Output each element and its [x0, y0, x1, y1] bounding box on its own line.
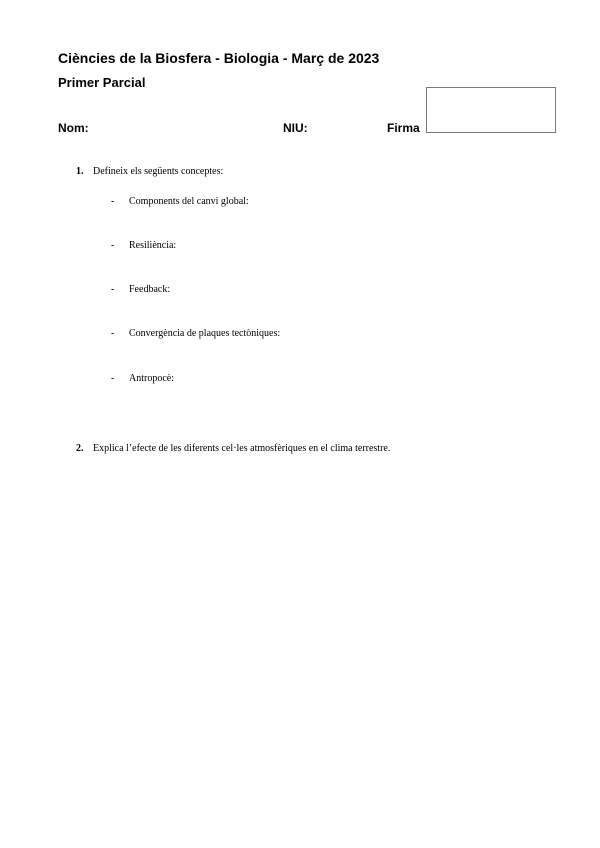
question-number: 1.	[76, 166, 84, 177]
bullet-dash: -	[111, 284, 115, 295]
concept-label: Antropocè:	[129, 373, 174, 384]
bullet-dash: -	[111, 373, 115, 384]
concept-label: Resiliència:	[129, 240, 177, 251]
question-text: Defineix els següents conceptes:	[93, 166, 224, 177]
question-2	[76, 443, 390, 454]
exam-subtitle: Primer Parcial	[58, 75, 146, 90]
concept-label: Feedback:	[129, 284, 171, 295]
signature-label: Firma	[387, 121, 420, 135]
niu-label: NIU:	[283, 121, 308, 135]
name-label: Nom:	[58, 121, 89, 135]
question-text: Explica l’efecte de les diferents cel·les atmosfèriques en el clima terrestre.	[93, 443, 391, 454]
exam-title: Ciències de la Biosfera - Biologia - Març de 2023	[58, 50, 380, 66]
concept-item	[111, 373, 174, 384]
bullet-dash: -	[111, 328, 115, 339]
bullet-dash: -	[111, 240, 115, 251]
concept-item	[111, 196, 249, 207]
question-number: 2.	[76, 443, 84, 454]
concept-item	[111, 240, 176, 251]
concept-item	[111, 328, 280, 339]
concept-label: Components del canvi global:	[129, 196, 249, 207]
concept-item	[111, 284, 170, 295]
question-1	[76, 166, 223, 177]
concept-label: Convergència de plaques tectòniques:	[129, 328, 281, 339]
bullet-dash: -	[111, 196, 115, 207]
signature-box	[426, 87, 556, 133]
